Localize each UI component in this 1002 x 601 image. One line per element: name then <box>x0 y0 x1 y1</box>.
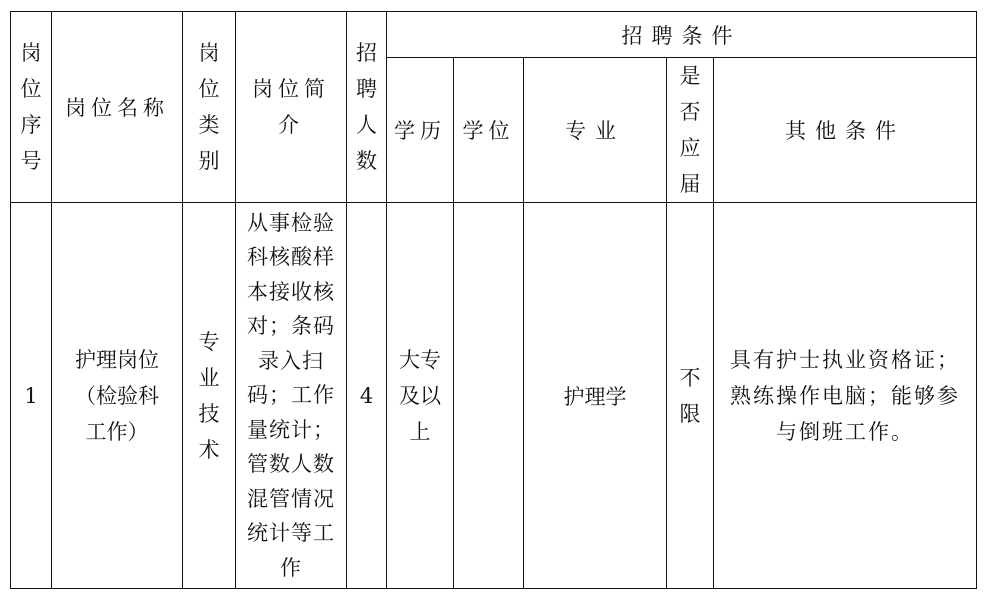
header-seq: 岗 位 序 号 <box>11 12 52 203</box>
header-degree: 学位 <box>454 58 524 203</box>
header-other: 其他条件 <box>714 58 977 203</box>
header-major: 专业 <box>524 58 667 203</box>
header-name: 岗位名称 <box>52 12 183 203</box>
header-category: 岗 位 类 别 <box>183 12 236 203</box>
header-conditions: 招聘条件 <box>387 12 977 58</box>
table-row <box>11 203 977 589</box>
row-count: 4 <box>347 203 387 589</box>
header-fresh-grad: 是 否 应 届 <box>667 58 714 203</box>
row-education: 大专 及以 上 <box>387 203 454 589</box>
header-intro: 岗位简 介 <box>236 12 347 203</box>
row-intro: 从事检验 科核酸样 本接收核 对；条码 录入扫 码；工作 量统计； 管数人数 混管情况 统计等工 作 <box>236 203 347 589</box>
header-education: 学历 <box>387 58 454 203</box>
header-count: 招 聘 人 数 <box>347 12 387 203</box>
recruitment-table <box>10 11 977 589</box>
row-category: 专 业 技 术 <box>183 203 236 589</box>
row-degree <box>454 203 524 589</box>
row-other: 具有护士执业资格证； 熟练操作电脑；能够参 与倒班工作。 <box>714 203 977 589</box>
row-name: 护理岗位 （检验科 工作） <box>52 203 183 589</box>
row-fresh-grad: 不 限 <box>667 203 714 589</box>
row-seq: 1 <box>11 203 52 589</box>
row-major: 护理学 <box>524 203 667 589</box>
